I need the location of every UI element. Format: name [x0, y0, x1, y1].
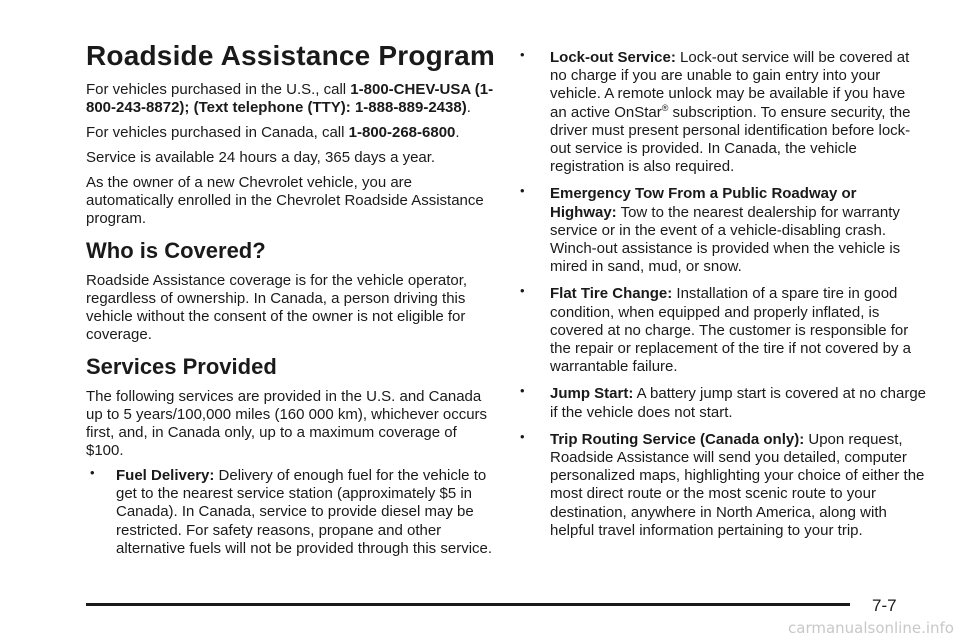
jump-start-text: A battery jump start is covered at no charge if the vehicle does not start. — [550, 385, 926, 421]
emergency-tow-text: Tow to the nearest dealership for warranty service or in the event of a vehicle-disabling crash. Winch-out assistance is provided when the vehicle is mired in sand, mud, or snow. — [550, 203, 901, 276]
bullet-icon: • — [520, 183, 525, 199]
list-item-lockout-service — [516, 49, 926, 176]
us-phone-number: 1-800-CHEV-USA (1-800-243-8872); (Text telephone (TTY): 1-888-889-2438) — [86, 81, 494, 116]
services-heading: Services Provided — [86, 354, 277, 379]
list-item-jump-start — [516, 385, 926, 421]
services-list-left — [86, 467, 496, 558]
bullet-icon: • — [520, 47, 525, 62]
list-item-fuel-delivery — [86, 467, 496, 558]
us-contact-paragraph: For vehicles purchased in the U.S., call 1-800-CHEV-USA (1-800-243-8872); (Text telephone (TTY): 1-888-889-2438). — [86, 81, 494, 116]
jump-start-label: Jump Start: — [550, 385, 634, 403]
registered-mark: ® — [661, 102, 669, 113]
watermark: carmanualsonline.info — [788, 619, 954, 637]
page-number: 7-7 — [872, 596, 897, 615]
services-paragraph: The following services are provided in the U.S. and Canada up to 5 years/100,000 miles (160 000 km), whichever occurs first, and, in Canada only, up to a maximum coverage of $100. — [86, 388, 488, 459]
bullet-icon: • — [520, 283, 525, 299]
bullet-icon: • — [520, 428, 525, 444]
page-title: Roadside Assistance Program — [86, 40, 495, 71]
footer-rule — [86, 603, 850, 606]
canada-contact-intro: For vehicles purchased in Canada, call — [86, 124, 349, 141]
emergency-tow-label: Emergency Tow From a Public Roadway or Highway: — [550, 185, 857, 221]
services-list-right — [516, 49, 926, 540]
flat-tire-text: Installation of a spare tire in good condition, when equipped and properly inflated, is covered at no charge. The customer is responsible for the repair or replacement of the tire if not covered by a warrantable failure. — [550, 285, 912, 376]
availability-paragraph: Service is available 24 hours a day, 365 days a year. — [86, 149, 436, 166]
lockout-service-text-a: Lock-out service will be covered at no charge if you are unable to gain entry into your vehicle. A remote unlock may be available if you have an active OnStar — [550, 49, 910, 121]
who-covered-paragraph: Roadside Assistance coverage is for the vehicle operator, regardless of ownership. In Canada, a person driving this vehicle without the consent of the owner is not eligible for coverage. — [86, 272, 468, 343]
fuel-delivery-text: Delivery of enough fuel for the vehicle to get to the nearest service station (approximately $5 in Canada). In Canada, service to provide diesel may be restricted. For safety reasons, propane and other alternative fuels will not be provided through this service. — [116, 467, 493, 557]
list-item-flat-tire-change — [516, 285, 926, 376]
enrollment-paragraph: As the owner of a new Chevrolet vehicle, you are automatically enrolled in the Chevrolet Roadside Assistance program. — [86, 174, 484, 227]
canada-contact-paragraph: For vehicles purchased in Canada, call 1-800-268-6800. — [86, 124, 460, 141]
flat-tire-label: Flat Tire Change: — [550, 285, 673, 303]
list-item-emergency-tow — [516, 185, 926, 276]
lockout-service-text-b: subscription. To ensure security, the driver must present personal identification before lock-out service is provided. In Canada, the vehicle registration is also required. — [550, 103, 911, 176]
lockout-service-label: Lock-out Service: — [550, 49, 676, 66]
canada-phone-number: 1-800-268-6800 — [348, 124, 456, 141]
trip-routing-text: Upon request, Roadside Assistance will send you detailed, computer personalized maps, highlighting your choice of either the most direct route or the most scenic route to your destination, anywhere in North America, along with helpful travel information pertaining to your trip. — [550, 430, 925, 539]
fuel-delivery-label: Fuel Delivery: — [116, 467, 215, 484]
list-item-trip-routing — [516, 428, 926, 540]
left-column — [86, 40, 496, 567]
right-column — [516, 49, 926, 549]
bullet-icon: • — [520, 383, 525, 399]
trip-routing-label: Trip Routing Service (Canada only): — [550, 430, 805, 448]
us-contact-intro: For vehicles purchased in the U.S., call — [86, 81, 351, 98]
bullet-icon: • — [90, 465, 95, 480]
who-covered-heading: Who is Covered? — [86, 238, 266, 263]
